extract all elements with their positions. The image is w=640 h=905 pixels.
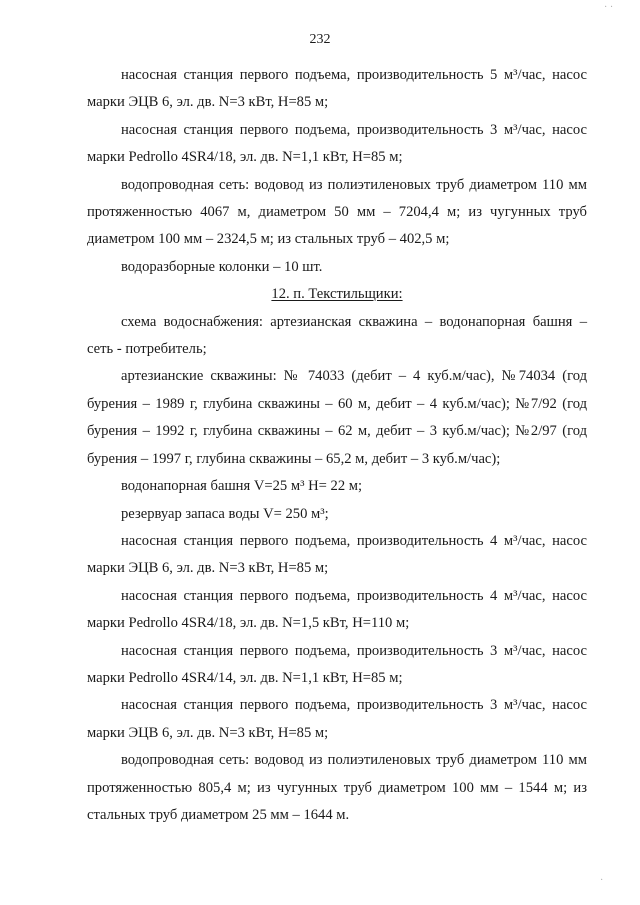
pump-station-paragraph: насосная станция первого подъема, производительность 4 м³/час, насос марки ЭЦВ 6, эл. дв. N=3 кВт, H=85 м; [87,532,587,577]
water-network-paragraph: водопроводная сеть: водовод из полиэтиленовых труб диаметром 110 мм протяженностью 4067 м, диаметром 50 мм – 7204,4 м; из чугунных труб диаметром 100 мм – 2324,5 м; из стальных труб – 402,5 м; [87,176,587,248]
water-columns-paragraph: водоразборные колонки – 10 шт. [121,258,323,275]
pump-station-paragraph: насосная станция первого подъема, производительность 5 м³/час, насос марки ЭЦВ 6, эл. дв. N=3 кВт, H=85 м; [87,67,587,111]
scan-speck: · [600,875,604,886]
water-network-paragraph: водопроводная сеть: водовод из полиэтиленовых труб диаметром 110 мм протяженностью 805,4 м; из чугунных труб диаметром 100 мм – 1544 м; из стальных труб диаметром 25 мм – 1644 м. [87,752,587,823]
section-heading: 12. п. Текстильщики: [271,286,403,303]
pump-station-paragraph: насосная станция первого подъема, производительность 3 м³/час, насос марки Pedrollo 4SR4/18, эл. дв. N=1,1 кВт, H=85 м; [87,121,587,166]
artesian-wells-paragraph: артезианские скважины: № 74033 (дебит – 4 куб.м/час), №74034 (год бурения – 1989 г, глубина скважины – 60 м, дебит – 4 куб.м/час); №7/92 (год бурения – 1992 г, глубина скважины – 62 м, дебит – 3 куб.м/час); №2/97 (год бурения – 1997 г, глубина скважины – 65,2 м, дебит – 3 куб.м/час); [87,368,587,467]
page-content [87,62,587,829]
scan-speck: · · [604,2,614,13]
pump-station-paragraph: насосная станция первого подъема, производительность 3 м³/час, насос марки Pedrollo 4SR4/14, эл. дв. N=1,1 кВт, H=85 м; [87,642,587,686]
water-supply-scheme-paragraph: схема водоснабжения: артезианская скважина – водонапорная башня – сеть - потребитель; [87,313,587,358]
pump-station-paragraph: насосная станция первого подъема, производительность 4 м³/час, насос марки Pedrollo 4SR4/18, эл. дв. N=1,5 кВт, H=110 м; [87,587,587,632]
page-number: 232 [309,32,331,47]
water-tower-paragraph: водонапорная башня V=25 м³ H= 22 м; [121,478,363,495]
reserve-tank-paragraph: резервуар запаса воды V= 250 м³; [121,505,329,522]
pump-station-paragraph: насосная станция первого подъема, производительность 3 м³/час, насос марки ЭЦВ 6, эл. дв. N=3 кВт, H=85 м; [87,697,587,741]
